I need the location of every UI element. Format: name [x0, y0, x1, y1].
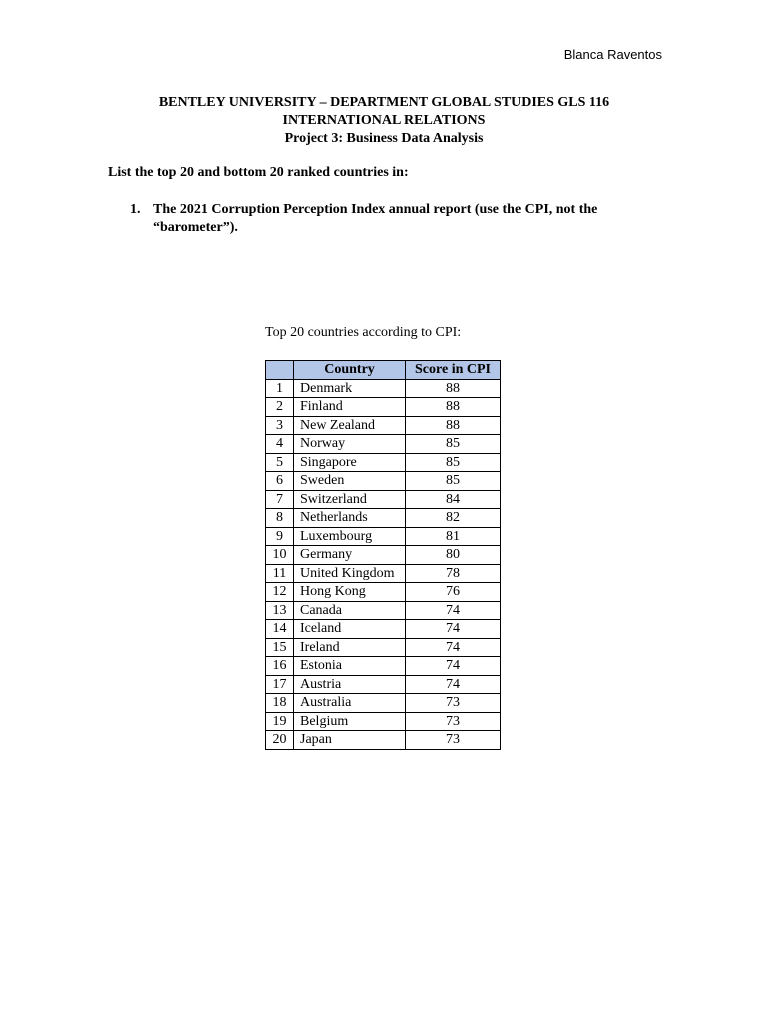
table-row — [266, 527, 501, 546]
country-cell: Germany — [294, 546, 406, 565]
rank-cell: 8 — [266, 509, 294, 528]
country-cell: Netherlands — [294, 509, 406, 528]
table-row — [266, 583, 501, 602]
table-row — [266, 731, 501, 750]
item-text — [153, 201, 653, 237]
table-row — [266, 620, 501, 639]
score-cell: 80 — [406, 546, 501, 565]
score-cell: 74 — [406, 657, 501, 676]
score-cell: 73 — [406, 694, 501, 713]
table-header-row — [266, 361, 501, 380]
rank-cell: 19 — [266, 712, 294, 731]
table-row — [266, 490, 501, 509]
document-header — [0, 94, 768, 148]
score-cell: 74 — [406, 638, 501, 657]
rank-cell: 16 — [266, 657, 294, 676]
table-row — [266, 712, 501, 731]
country-cell: Australia — [294, 694, 406, 713]
cpi-top20-table — [265, 360, 501, 750]
header-line-university: BENTLEY UNIVERSITY – DEPARTMENT GLOBAL STUDIES GLS 116 — [158, 95, 610, 110]
table-row — [266, 675, 501, 694]
country-cell: Finland — [294, 398, 406, 417]
header-line-project: Project 3: Business Data Analysis — [284, 131, 484, 146]
score-cell: 78 — [406, 564, 501, 583]
author-name: Blanca Raventos — [563, 47, 662, 62]
country-cell: Estonia — [294, 657, 406, 676]
country-cell: Canada — [294, 601, 406, 620]
score-cell: 74 — [406, 601, 501, 620]
rank-cell: 5 — [266, 453, 294, 472]
rank-cell: 4 — [266, 435, 294, 454]
score-cell: 73 — [406, 712, 501, 731]
header-line-course: INTERNATIONAL RELATIONS — [282, 113, 486, 128]
table-row — [266, 398, 501, 417]
score-cell: 74 — [406, 675, 501, 694]
rank-cell: 18 — [266, 694, 294, 713]
item-text-line-2: “barometer”). — [153, 220, 238, 235]
rank-cell: 14 — [266, 620, 294, 639]
country-cell: Denmark — [294, 379, 406, 398]
score-cell: 88 — [406, 398, 501, 417]
table-row — [266, 564, 501, 583]
score-cell: 88 — [406, 416, 501, 435]
table-row — [266, 509, 501, 528]
country-cell: Japan — [294, 731, 406, 750]
table-caption: Top 20 countries according to CPI: — [265, 325, 462, 340]
country-cell: New Zealand — [294, 416, 406, 435]
score-cell: 82 — [406, 509, 501, 528]
table-row — [266, 694, 501, 713]
header-score: Score in CPI — [406, 361, 501, 380]
rank-cell: 12 — [266, 583, 294, 602]
rank-cell: 20 — [266, 731, 294, 750]
rank-cell: 7 — [266, 490, 294, 509]
header-rank — [266, 361, 294, 380]
table-row — [266, 379, 501, 398]
score-cell: 85 — [406, 435, 501, 454]
table-row — [266, 546, 501, 565]
country-cell: United Kingdom — [294, 564, 406, 583]
table-row — [266, 416, 501, 435]
score-cell: 73 — [406, 731, 501, 750]
rank-cell: 1 — [266, 379, 294, 398]
score-cell: 76 — [406, 583, 501, 602]
table-row — [266, 453, 501, 472]
table-row — [266, 638, 501, 657]
instruction-text: List the top 20 and bottom 20 ranked countries in: — [108, 165, 409, 180]
country-cell: Belgium — [294, 712, 406, 731]
rank-cell: 9 — [266, 527, 294, 546]
country-cell: Norway — [294, 435, 406, 454]
rank-cell: 6 — [266, 472, 294, 491]
item-text-line-1: The 2021 Corruption Perception Index annual report (use the CPI, not the — [153, 202, 598, 217]
score-cell: 81 — [406, 527, 501, 546]
rank-cell: 15 — [266, 638, 294, 657]
country-cell: Singapore — [294, 453, 406, 472]
table-row — [266, 601, 501, 620]
country-cell: Austria — [294, 675, 406, 694]
rank-cell: 13 — [266, 601, 294, 620]
rank-cell: 3 — [266, 416, 294, 435]
rank-cell: 17 — [266, 675, 294, 694]
table-row — [266, 472, 501, 491]
score-cell: 85 — [406, 453, 501, 472]
score-cell: 74 — [406, 620, 501, 639]
country-cell: Luxembourg — [294, 527, 406, 546]
rank-cell: 2 — [266, 398, 294, 417]
item-number: 1. — [130, 202, 141, 217]
score-cell: 88 — [406, 379, 501, 398]
country-cell: Iceland — [294, 620, 406, 639]
country-cell: Ireland — [294, 638, 406, 657]
country-cell: Sweden — [294, 472, 406, 491]
country-cell: Hong Kong — [294, 583, 406, 602]
rank-cell: 10 — [266, 546, 294, 565]
table-body — [266, 379, 501, 749]
score-cell: 85 — [406, 472, 501, 491]
score-cell: 84 — [406, 490, 501, 509]
header-country: Country — [294, 361, 406, 380]
table-row — [266, 435, 501, 454]
country-cell: Switzerland — [294, 490, 406, 509]
table-row — [266, 657, 501, 676]
rank-cell: 11 — [266, 564, 294, 583]
